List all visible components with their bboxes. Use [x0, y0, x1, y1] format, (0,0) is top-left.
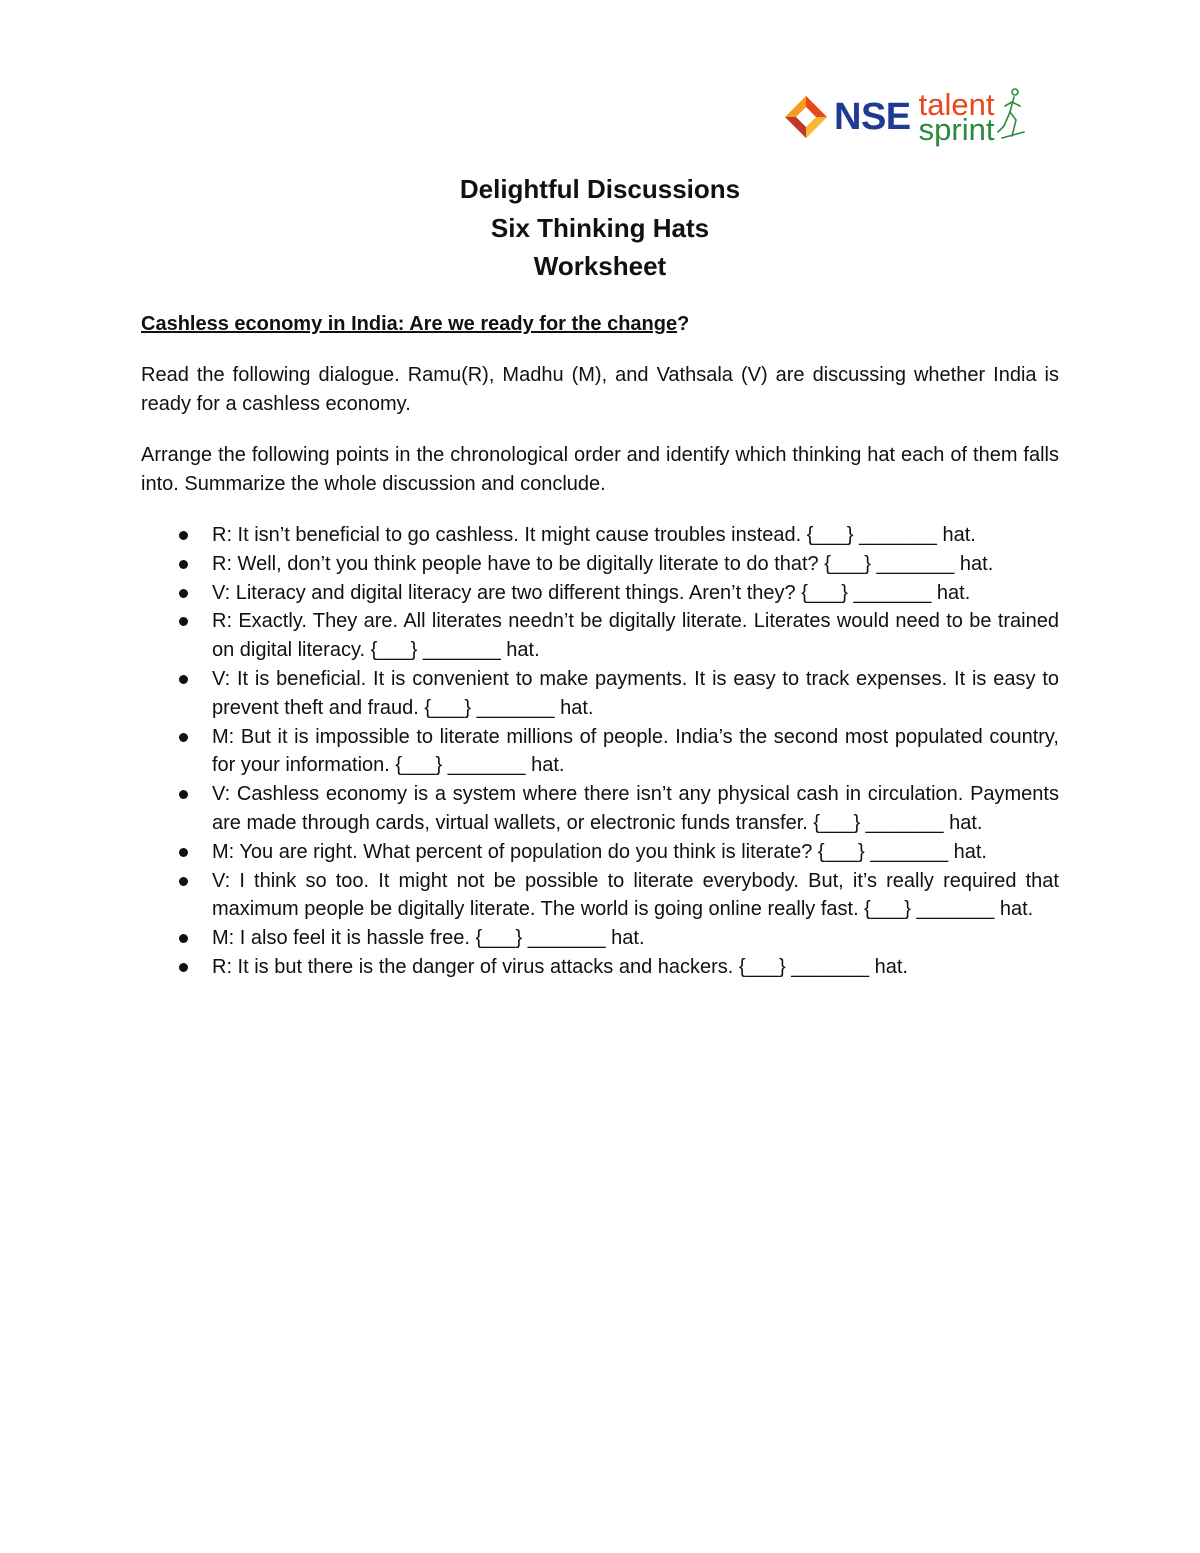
point-text: R: Well, don’t you think people have to be digitally literate to do that? {___} _______ hat.	[212, 552, 994, 575]
bullet-icon	[179, 675, 188, 684]
point-text: M: I also feel it is hassle free. {___} _______ hat.	[212, 927, 645, 950]
list-item	[141, 867, 1059, 925]
point-text: V: Cashless economy is a system where there isn’t any physical cash in circulation. Payments are made through cards, virtual wallets, or electronic funds transfer. {___} _______ hat.	[212, 783, 1059, 834]
logo-sprint-word: sprint	[918, 112, 995, 147]
bullet-icon	[179, 790, 188, 799]
worksheet-title-block	[0, 170, 1200, 286]
logo-nse-text: NSE	[834, 96, 911, 138]
point-text: V: I think so too. It might not be possible to literate everybody. But, it’s really required that maximum people be digitally literate. The world is going online really fast. {___} _______ hat.	[212, 869, 1059, 921]
list-item	[141, 953, 1059, 982]
bullet-icon	[179, 617, 188, 626]
list-item	[141, 838, 1059, 867]
list-item	[141, 521, 1059, 550]
bullet-icon	[179, 560, 188, 569]
point-text: R: Exactly. They are. All literates needn’t be digitally literate. Literates would need to be trained on digital literacy. {___} _______ hat.	[212, 610, 1059, 662]
intro-paragraph: Read the following dialogue. Ramu(R), Madhu (M), and Vathsala (V) are discussing whether India is ready for a cashless economy.	[141, 364, 1059, 415]
nse-talentsprint-logo	[784, 84, 1040, 150]
list-item	[141, 723, 1059, 781]
bullet-icon	[179, 963, 188, 972]
list-item	[141, 579, 1059, 608]
discussion-subject	[141, 310, 1059, 339]
point-text: M: You are right. What percent of population do you think is literate? {___} _______ hat.	[212, 840, 987, 863]
title-line-2: Six Thinking Hats	[490, 212, 710, 243]
point-text: V: It is beneficial. It is convenient to make payments. It is easy to track expenses. It is easy to prevent theft and fraud. {___} _______ hat.	[212, 667, 1059, 719]
bullet-icon	[179, 934, 188, 943]
point-text: V: Literacy and digital literacy are two different things. Aren’t they? {___} _______ hat.	[212, 581, 971, 604]
bullet-icon	[179, 848, 188, 857]
title-line-1: Delightful Discussions	[459, 174, 741, 204]
bullet-icon	[179, 733, 188, 742]
runner-icon	[996, 86, 1026, 148]
point-text: R: It isn’t beneficial to go cashless. It might cause troubles instead. {___} _______ hat.	[212, 524, 976, 546]
point-text: M: But it is impossible to literate millions of people. India’s the second most populated country, for your information. {___} _______ hat.	[212, 725, 1059, 777]
worksheet-content	[141, 310, 1059, 982]
subject-underlined: Cashless economy in India: Are we ready for the change	[141, 313, 678, 335]
dialogue-points-list	[141, 521, 1059, 982]
list-item	[141, 924, 1059, 953]
nse-logo-mark-icon	[784, 95, 828, 139]
list-item	[141, 665, 1059, 723]
point-text: R: It is but there is the danger of virus attacks and hackers. {___} _______ hat.	[212, 955, 908, 978]
bullet-icon	[179, 877, 188, 886]
instruction-paragraph: Arrange the following points in the chronological order and identify which thinking hat each of them falls into. Summarize the whole discussion and conclude.	[141, 444, 1059, 495]
bullet-icon	[179, 589, 188, 598]
bullet-icon	[179, 531, 188, 540]
logo-talentsprint-text	[918, 86, 995, 147]
subject-suffix: ?	[677, 313, 690, 335]
list-item	[141, 780, 1059, 838]
title-line-3: Worksheet	[533, 251, 667, 281]
logo-talent-word: talent	[918, 86, 995, 122]
list-item	[141, 550, 1059, 579]
list-item	[141, 607, 1059, 665]
